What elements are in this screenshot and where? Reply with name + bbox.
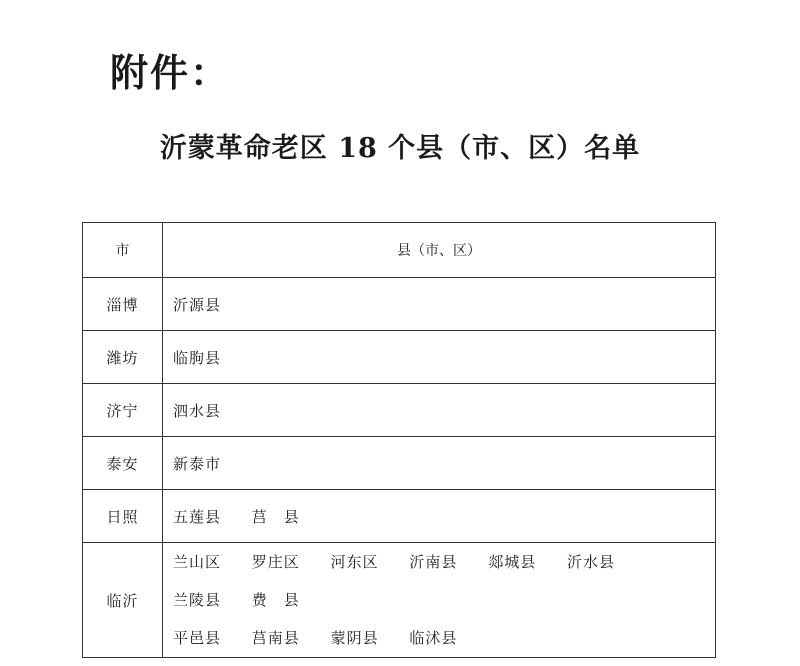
county-name: 郯城县 <box>488 553 537 571</box>
county-list-table <box>82 222 716 658</box>
city-cell: 日照 <box>83 490 163 543</box>
county-name: 莒南县 <box>251 629 300 647</box>
county-name: 罗庄区 <box>251 553 300 571</box>
county-name: 沂南县 <box>409 553 458 571</box>
county-name: 费 县 <box>251 591 300 609</box>
counties-cell <box>163 278 716 331</box>
city-cell: 临沂 <box>83 543 163 658</box>
table-row <box>83 331 716 384</box>
attachment-label: 附件： <box>110 51 231 95</box>
table-row <box>83 543 716 658</box>
county-line <box>173 619 715 657</box>
county-line <box>173 543 715 619</box>
county-name: 沂源县 <box>173 295 222 314</box>
county-name: 蒙阴县 <box>330 629 379 647</box>
county-name: 兰陵县 <box>173 591 222 609</box>
document-title: 沂蒙革命老区 18 个县（市、区）名单 <box>159 133 641 164</box>
header-city: 市 <box>83 223 163 278</box>
county-name: 临朐县 <box>173 348 222 367</box>
county-name: 沂水县 <box>566 553 615 571</box>
header-counties: 县（市、区） <box>163 223 716 278</box>
table-row <box>83 384 716 437</box>
county-name: 新泰市 <box>173 454 222 473</box>
table-row <box>83 278 716 331</box>
county-name: 五莲县 <box>173 507 222 526</box>
table-row <box>83 490 716 543</box>
county-name: 平邑县 <box>173 629 222 647</box>
county-name: 河东区 <box>330 553 379 571</box>
counties-cell <box>163 543 716 658</box>
city-cell: 潍坊 <box>83 331 163 384</box>
counties-cell <box>163 490 716 543</box>
counties-cell <box>163 331 716 384</box>
county-name: 临沭县 <box>409 629 458 647</box>
county-name: 兰山区 <box>173 553 222 571</box>
city-cell: 淄博 <box>83 278 163 331</box>
table-header-row <box>83 223 716 278</box>
city-cell: 济宁 <box>83 384 163 437</box>
county-name: 莒 县 <box>251 507 300 526</box>
table-row <box>83 437 716 490</box>
city-cell: 泰安 <box>83 437 163 490</box>
counties-cell <box>163 437 716 490</box>
county-name: 泗水县 <box>173 401 222 420</box>
counties-cell <box>163 384 716 437</box>
